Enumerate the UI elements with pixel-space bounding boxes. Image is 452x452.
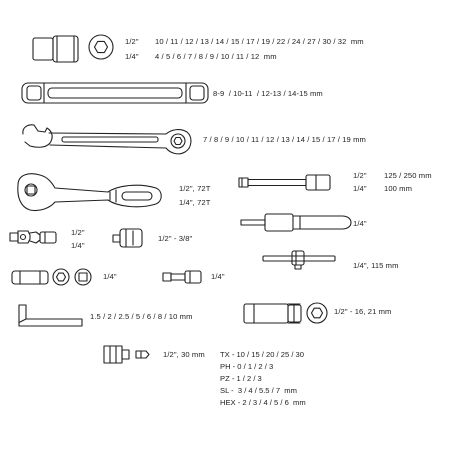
extension-half-label: 1/2" (353, 171, 367, 180)
square-drive-end-view-icon (75, 269, 91, 285)
universal-joint-quarter-label: 1/4" (71, 241, 85, 250)
bit-row-slotted: SL - 3 / 4 / 5.5 / 7 mm (220, 386, 297, 395)
bit-adapter-icon (163, 271, 201, 283)
bit-row-pozidriv: PZ - 1 / 2 / 3 (220, 374, 262, 383)
deep-socket-icon (12, 271, 48, 284)
spark-plug-socket-icon (244, 304, 301, 323)
adapter-icon (113, 229, 142, 247)
universal-joint-half-label: 1/2" (71, 228, 85, 237)
bit-row-hex: HEX - 2 / 3 / 4 / 5 / 6 mm (220, 398, 306, 407)
extension-bar-icon (239, 175, 330, 190)
spark-plug-socket-label: 1/2" - 16, 21 mm (334, 307, 392, 316)
extension-half-length: 125 / 250 mm (384, 171, 432, 180)
adapter-label: 1/2" - 3/8" (158, 234, 193, 243)
socket-quarter-drive-sizes: 4 / 5 / 6 / 7 / 8 / 9 / 10 / 11 / 12 mm (155, 52, 277, 61)
double-ring-spanner-icon (22, 83, 208, 103)
spark-plug-end-view-icon (307, 303, 327, 323)
socket-quarter-drive-label: 1/4" (125, 52, 139, 61)
combination-wrench-icon (23, 125, 191, 154)
bit-holder-icon (104, 346, 129, 363)
extension-quarter-label: 1/4" (353, 184, 367, 193)
socket-end-view-icon (89, 35, 113, 59)
socket-icon (33, 36, 78, 62)
hex-key-icon (19, 305, 82, 326)
bit-icon (136, 351, 149, 358)
spinner-handle-icon (241, 214, 351, 231)
t-bar-label: 1/4", 115 mm (353, 261, 399, 270)
universal-joint-icon (10, 231, 56, 243)
combination-wrench-sizes: 7 / 8 / 9 / 10 / 11 / 12 / 13 / 14 / 15 / 17 / 19 mm (203, 135, 366, 144)
ratchet-quarter-label: 1/4", 72T (179, 198, 211, 207)
socket-half-drive-sizes: 10 / 11 / 12 / 13 / 14 / 15 / 17 / 19 / 22 / 24 / 27 / 30 / 32 mm (155, 37, 364, 46)
bit-adapter-label: 1/4" (211, 272, 225, 281)
extension-quarter-length: 100 mm (384, 184, 413, 193)
bit-holder-label: 1/2", 30 mm (163, 350, 205, 359)
deep-socket-end-view-icon (53, 269, 69, 285)
bit-row-phillips: PH - 0 / 1 / 2 / 3 (220, 362, 274, 371)
t-bar-icon (263, 251, 335, 269)
bit-row-torx: TX - 10 / 15 / 20 / 25 / 30 (220, 350, 305, 359)
deep-socket-label: 1/4" (103, 272, 117, 281)
spinner-label: 1/4" (353, 219, 367, 228)
hex-key-sizes: 1.5 / 2 / 2.5 / 5 / 6 / 8 / 10 mm (90, 312, 193, 321)
ratchet-half-label: 1/2", 72T (179, 184, 211, 193)
socket-half-drive-label: 1/2" (125, 37, 139, 46)
ring-spanner-sizes: 8-9 / 10-11 / 12-13 / 14-15 mm (213, 89, 323, 98)
ratchet-icon (18, 174, 161, 211)
